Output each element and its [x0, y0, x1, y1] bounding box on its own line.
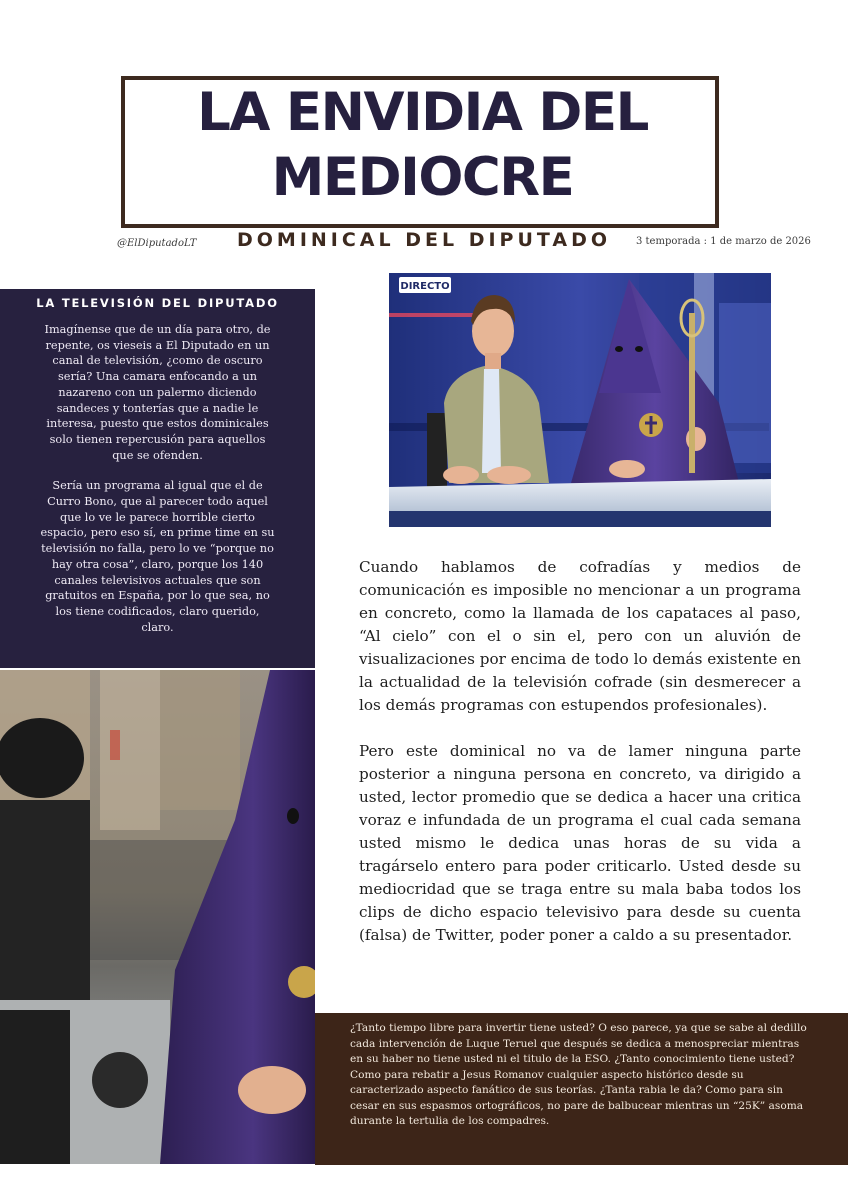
tv-studio-photo — [389, 273, 771, 527]
author-handle: @ElDiputadoLT — [117, 238, 197, 249]
directo-badge: DIRECTO — [400, 281, 450, 292]
edition-date: 3 temporada : 1 de marzo de 2026 — [636, 236, 811, 247]
sidebar-text — [40, 322, 275, 650]
article-body — [359, 556, 801, 970]
title-line-1: LA ENVIDIA DEL — [197, 82, 648, 143]
quote-box-text: ¿Tanto tiempo libre para invertir tiene usted? O eso parece, ya que se sabe al dedillo cada intervención de Luque Teruel que después se dedica a menospreciar mientras en su haber no tiene usted ni el titulo de la ESO. ¿Tanto conocimiento tiene usted? Como para rebatir a Jesus Romanov cualquier aspecto histórico desde su caracterizado aspecto fanático de sus teorías. ¿Tanta rabia le da? Como para sin cesar en sus espasmos ortográficos, no pare de balbucear mientras un “25K” asoma durante la tertulia de los compadres. — [350, 1022, 807, 1127]
page-title — [121, 80, 724, 210]
sidebar-heading: LA TELEVISIÓN DEL DIPUTADO — [36, 296, 279, 310]
sidebar-paragraph: Sería un programa al igual que el de Curro Bono, que al parecer todo aquel que lo ve le parece horrible cierto espacio, pero eso sí, en prime time en su televisión no falla, pero lo ve “porque no hay otra cosa”, claro, porque los 140 canales televisivos actuales que son gratuitos en España, por lo que sea, no los tiene codificados, claro querido, claro. — [40, 479, 275, 634]
article-paragraph: Pero este dominical no va de lamer ninguna parte posterior a ninguna persona en concreto, va dirigido a usted, lector promedio que se dedica a hacer una critica voraz e infundada de un programa el cual cada semana usted mismo le dedica unas horas de su vida a tragárselo entero para poder criticarlo. Usted desde su mediocridad que se traga entre su mala baba todos los clips de dicho espacio televisivo para desde su cuenta (falsa) de Twitter, poder poner a caldo a su presentador. — [359, 742, 801, 944]
page-subtitle: DOMINICAL DEL DIPUTADO — [228, 228, 620, 252]
street-nazareno-photo — [0, 670, 315, 1164]
article-paragraph: Cuando hablamos de cofradías y medios de comunicación es imposible no mencionar a un programa en concreto, como la llamada de los capataces al paso, “Al cielo” con el o sin el, pero con un aluvión de visualizaciones por encima de todo lo demás existente en la actualidad de la televisión cofrade (sin desmerecer a los demás programas con estupendos profesionales). — [359, 558, 801, 714]
title-line-2: MEDIOCRE — [271, 147, 574, 208]
sidebar-paragraph: Imagínense que de un día para otro, de repente, os vieseis a El Diputado en un canal de televisión, ¿como de oscuro sería? Una camara enfocando a un nazareno con un palermo diciendo sandeces y tonterías que a nadie le interesa, puesto que estos dominicales solo tienen repercusión para aquellos que se ofenden. — [44, 323, 271, 462]
